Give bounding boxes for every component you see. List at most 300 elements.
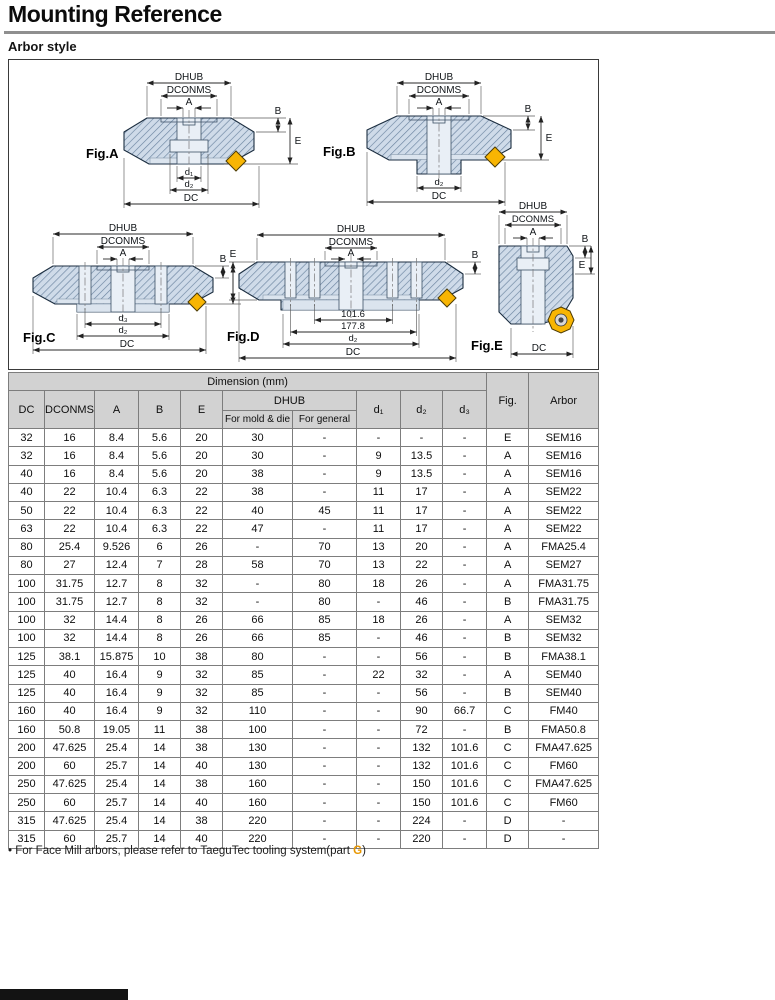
table-cell: 9 xyxy=(139,666,181,684)
table-cell: 13.5 xyxy=(401,447,443,465)
fig-c-d3-label: d₃ xyxy=(118,313,128,324)
fig-d-bolt-circle-2-label: 177.8 xyxy=(341,321,365,332)
table-cell: - xyxy=(357,757,401,775)
table-cell: 47 xyxy=(223,520,293,538)
table-cell: - xyxy=(357,684,401,702)
table-row xyxy=(9,812,599,830)
table-cell: 315 xyxy=(9,830,45,848)
table-cell: 85 xyxy=(293,629,357,647)
table-cell: B xyxy=(487,684,529,702)
fig-b-dc-label: DC xyxy=(431,191,447,202)
table-row xyxy=(9,502,599,520)
table-cell: 200 xyxy=(9,757,45,775)
table-cell: 46 xyxy=(401,629,443,647)
table-cell: A xyxy=(487,538,529,556)
column-header-dhub: DHUB xyxy=(223,391,357,411)
table-cell: 150 xyxy=(401,775,443,793)
table-cell: 22 xyxy=(401,556,443,574)
table-cell: - xyxy=(357,794,401,812)
table-cell: C xyxy=(487,702,529,720)
table-cell: 25.4 xyxy=(95,812,139,830)
table-cell: 32 xyxy=(45,629,95,647)
table-cell: 80 xyxy=(223,648,293,666)
table-cell: 11 xyxy=(357,502,401,520)
column-header-d3: d₃ xyxy=(443,391,487,429)
table-cell: 26 xyxy=(401,611,443,629)
table-cell: 100 xyxy=(9,611,45,629)
fig-b-a-label: A xyxy=(435,97,443,108)
fig-d-b-label: B xyxy=(471,250,479,261)
table-cell: 80 xyxy=(9,556,45,574)
table-cell: A xyxy=(487,520,529,538)
fig-c-dconms-label: DCONMS xyxy=(100,236,146,247)
table-cell: 12.7 xyxy=(95,575,139,593)
fig-a-b-label: B xyxy=(274,106,282,117)
footnote-bullet: • xyxy=(8,845,13,857)
table-cell: FMA50.8 xyxy=(529,721,599,739)
fig-d-a-label: A xyxy=(347,248,355,259)
table-cell: 40 xyxy=(181,757,223,775)
table-cell: 63 xyxy=(9,520,45,538)
table-cell: 125 xyxy=(9,648,45,666)
table-cell: C xyxy=(487,757,529,775)
fig-a-a-label: A xyxy=(185,97,193,108)
table-cell: 8 xyxy=(139,575,181,593)
table-cell: 22 xyxy=(45,520,95,538)
table-cell: 14 xyxy=(139,739,181,757)
table-cell: 101.6 xyxy=(443,757,487,775)
column-header-dhub-general: For general xyxy=(293,411,357,429)
table-cell: - xyxy=(443,721,487,739)
table-row xyxy=(9,447,599,465)
fig-b-drawing xyxy=(309,66,569,218)
table-cell: 160 xyxy=(9,721,45,739)
table-cell: 12.4 xyxy=(95,556,139,574)
table-cell: 9 xyxy=(357,465,401,483)
table-cell: D xyxy=(487,830,529,848)
table-cell: 100 xyxy=(9,629,45,647)
table-cell: 25.4 xyxy=(45,538,95,556)
fig-b-caption: Fig.B xyxy=(323,144,356,159)
table-cell: 10.4 xyxy=(95,502,139,520)
table-cell: FM60 xyxy=(529,794,599,812)
table-cell: 66 xyxy=(223,611,293,629)
table-cell: 100 xyxy=(9,575,45,593)
table-row xyxy=(9,483,599,501)
column-header-fig: Fig. xyxy=(487,373,529,429)
fig-e-dc-label: DC xyxy=(531,343,547,354)
table-cell: 38.1 xyxy=(45,648,95,666)
table-cell: E xyxy=(487,429,529,447)
table-cell: 101.6 xyxy=(443,794,487,812)
table-cell: - xyxy=(293,739,357,757)
table-row xyxy=(9,721,599,739)
table-cell: FM40 xyxy=(529,702,599,720)
fig-b-b-label: B xyxy=(524,104,532,115)
table-cell: 40 xyxy=(45,666,95,684)
table-cell: 224 xyxy=(401,812,443,830)
table-cell: - xyxy=(443,611,487,629)
table-row xyxy=(9,702,599,720)
fig-a-d2-label: d₂ xyxy=(184,179,194,190)
table-cell: 40 xyxy=(9,483,45,501)
table-cell: 16.4 xyxy=(95,702,139,720)
table-cell: - xyxy=(223,593,293,611)
table-cell: 20 xyxy=(181,447,223,465)
table-cell: 5.6 xyxy=(139,465,181,483)
table-cell: - xyxy=(443,575,487,593)
fig-d-caption: Fig.D xyxy=(227,329,260,344)
table-cell: 60 xyxy=(45,830,95,848)
table-cell: 14 xyxy=(139,812,181,830)
table-cell: C xyxy=(487,739,529,757)
table-cell: - xyxy=(293,830,357,848)
table-cell: 9.526 xyxy=(95,538,139,556)
table-cell: - xyxy=(443,447,487,465)
fig-d-dc-label: DC xyxy=(345,347,361,358)
table-cell: 200 xyxy=(9,739,45,757)
table-cell: 10.4 xyxy=(95,483,139,501)
table-cell: - xyxy=(443,502,487,520)
table-cell: 12.7 xyxy=(95,593,139,611)
table-cell: - xyxy=(357,830,401,848)
table-cell: 40 xyxy=(223,502,293,520)
table-cell: FMA25.4 xyxy=(529,538,599,556)
table-cell: 70 xyxy=(293,556,357,574)
column-header-dconms: DCONMS xyxy=(45,391,95,429)
table-cell: - xyxy=(223,538,293,556)
table-cell: - xyxy=(401,429,443,447)
table-cell: 80 xyxy=(293,593,357,611)
table-cell: 17 xyxy=(401,483,443,501)
table-cell: SEM40 xyxy=(529,684,599,702)
table-cell: 150 xyxy=(401,794,443,812)
table-cell: 38 xyxy=(223,465,293,483)
table-cell: SEM27 xyxy=(529,556,599,574)
table-cell: C xyxy=(487,794,529,812)
fig-c-dc-label: DC xyxy=(119,339,135,350)
table-cell: 10.4 xyxy=(95,520,139,538)
table-row xyxy=(9,575,599,593)
fig-d-dconms-label: DCONMS xyxy=(328,237,374,248)
fig-c-a-label: A xyxy=(119,248,127,259)
table-cell: 8 xyxy=(139,629,181,647)
fig-b-dconms-label: DCONMS xyxy=(416,85,462,96)
table-row xyxy=(9,684,599,702)
table-cell: 85 xyxy=(223,684,293,702)
fig-a-d1-label: d₁ xyxy=(184,167,194,178)
table-cell: 38 xyxy=(181,739,223,757)
fig-a-caption: Fig.A xyxy=(86,146,119,161)
table-cell: - xyxy=(443,830,487,848)
fig-a-e-label: E xyxy=(294,136,302,147)
table-cell: 110 xyxy=(223,702,293,720)
table-cell: 6 xyxy=(139,538,181,556)
column-header-arbor: Arbor xyxy=(529,373,599,429)
table-cell: 6.3 xyxy=(139,483,181,501)
table-cell: - xyxy=(293,794,357,812)
fig-a-dhub-label: DHUB xyxy=(174,72,204,83)
table-cell: 46 xyxy=(401,593,443,611)
table-cell: B xyxy=(487,593,529,611)
column-header-d1: d₁ xyxy=(357,391,401,429)
table-cell: 11 xyxy=(357,520,401,538)
title-rule xyxy=(4,31,775,34)
fig-d-e-label: E xyxy=(229,249,237,260)
table-cell: 80 xyxy=(293,575,357,593)
table-cell: 30 xyxy=(223,447,293,465)
table-cell: - xyxy=(443,483,487,501)
table-cell: A xyxy=(487,666,529,684)
table-cell: 16.4 xyxy=(95,684,139,702)
fig-d-drawing xyxy=(227,222,489,368)
table-cell: SEM16 xyxy=(529,465,599,483)
table-cell: - xyxy=(443,556,487,574)
table-row xyxy=(9,648,599,666)
table-cell: 47.625 xyxy=(45,775,95,793)
table-cell: - xyxy=(357,775,401,793)
table-cell: 16.4 xyxy=(95,666,139,684)
table-cell: 100 xyxy=(223,721,293,739)
table-row xyxy=(9,538,599,556)
table-cell: 11 xyxy=(357,483,401,501)
table-cell: 30 xyxy=(223,429,293,447)
table-cell: - xyxy=(293,648,357,666)
table-cell: 32 xyxy=(181,575,223,593)
table-cell: - xyxy=(443,429,487,447)
table-cell: 160 xyxy=(9,702,45,720)
table-cell: 31.75 xyxy=(45,575,95,593)
table-cell: 8.4 xyxy=(95,465,139,483)
table-cell: 25.4 xyxy=(95,739,139,757)
table-cell: B xyxy=(487,721,529,739)
fig-d-bolt-circle-1-label: 101.6 xyxy=(341,309,365,320)
table-cell: 125 xyxy=(9,666,45,684)
table-cell: - xyxy=(357,648,401,666)
fig-c-caption: Fig.C xyxy=(23,330,56,345)
table-cell: - xyxy=(443,812,487,830)
table-cell: 28 xyxy=(181,556,223,574)
table-cell: 220 xyxy=(401,830,443,848)
table-cell: 8 xyxy=(139,611,181,629)
table-cell: - xyxy=(357,739,401,757)
table-cell: - xyxy=(357,812,401,830)
table-cell: 20 xyxy=(401,538,443,556)
table-cell: FMA47.625 xyxy=(529,775,599,793)
table-cell: 20 xyxy=(181,429,223,447)
table-cell: 160 xyxy=(223,794,293,812)
fig-a-dconms-label: DCONMS xyxy=(166,85,212,96)
table-row xyxy=(9,611,599,629)
table-cell: 125 xyxy=(9,684,45,702)
table-cell: 66.7 xyxy=(443,702,487,720)
table-cell: 132 xyxy=(401,739,443,757)
table-cell: A xyxy=(487,447,529,465)
part-ref-badge: G xyxy=(353,845,363,857)
table-cell: 38 xyxy=(223,483,293,501)
table-cell: - xyxy=(357,702,401,720)
table-cell: 9 xyxy=(357,447,401,465)
fig-b-dhub-label: DHUB xyxy=(424,72,454,83)
table-cell: 5.6 xyxy=(139,429,181,447)
insert-screw xyxy=(558,317,563,322)
table-row xyxy=(9,629,599,647)
dimension-table-body xyxy=(9,429,599,849)
table-cell: 72 xyxy=(401,721,443,739)
table-cell: 47.625 xyxy=(45,739,95,757)
table-cell: 17 xyxy=(401,520,443,538)
table-cell: - xyxy=(443,629,487,647)
fig-e-a-label: A xyxy=(529,227,537,238)
footnote xyxy=(8,845,366,857)
table-cell: SEM16 xyxy=(529,429,599,447)
table-cell: 85 xyxy=(293,611,357,629)
table-cell: 6.3 xyxy=(139,502,181,520)
arbor-figures-panel xyxy=(8,59,599,370)
table-cell: - xyxy=(443,538,487,556)
table-cell: A xyxy=(487,483,529,501)
table-cell: - xyxy=(357,593,401,611)
table-cell: 5.6 xyxy=(139,447,181,465)
table-cell: 32 xyxy=(9,447,45,465)
table-cell: 7 xyxy=(139,556,181,574)
table-cell: - xyxy=(529,830,599,848)
table-cell: 10 xyxy=(139,648,181,666)
table-cell: 22 xyxy=(357,666,401,684)
table-cell: SEM40 xyxy=(529,666,599,684)
column-header-dc: DC xyxy=(9,391,45,429)
table-row xyxy=(9,739,599,757)
table-cell: 250 xyxy=(9,794,45,812)
footnote-text: For Face Mill arbors, please refer to TaeguTec tooling system(part xyxy=(12,845,354,857)
table-cell: A xyxy=(487,575,529,593)
table-cell: 16 xyxy=(45,429,95,447)
table-cell: 9 xyxy=(139,684,181,702)
table-cell: FMA31.75 xyxy=(529,575,599,593)
table-cell: - xyxy=(357,721,401,739)
table-cell: 32 xyxy=(181,593,223,611)
table-cell: 66 xyxy=(223,629,293,647)
table-cell: 56 xyxy=(401,648,443,666)
table-cell: 11 xyxy=(139,721,181,739)
table-cell: 22 xyxy=(45,483,95,501)
fig-d-d2-label: d₂ xyxy=(348,333,358,344)
table-cell: - xyxy=(357,429,401,447)
table-row xyxy=(9,593,599,611)
table-cell: 14 xyxy=(139,794,181,812)
table-cell: - xyxy=(443,684,487,702)
table-cell: 31.75 xyxy=(45,593,95,611)
column-header-e: E xyxy=(181,391,223,429)
table-cell: 47.625 xyxy=(45,812,95,830)
fig-e-caption: Fig.E xyxy=(471,338,503,353)
column-header-dhub-mold: For mold & die xyxy=(223,411,293,429)
table-cell: 101.6 xyxy=(443,775,487,793)
table-cell: 45 xyxy=(293,502,357,520)
fig-c-dhub-label: DHUB xyxy=(108,223,138,234)
fig-a-drawing xyxy=(64,66,314,218)
table-cell: 16 xyxy=(45,465,95,483)
table-cell: 20 xyxy=(181,465,223,483)
table-cell: - xyxy=(443,648,487,666)
table-cell: 80 xyxy=(9,538,45,556)
table-cell: 50.8 xyxy=(45,721,95,739)
table-cell: 32 xyxy=(45,611,95,629)
table-cell: SEM32 xyxy=(529,611,599,629)
table-cell: 8 xyxy=(139,593,181,611)
table-cell: 32 xyxy=(401,666,443,684)
table-cell: 58 xyxy=(223,556,293,574)
table-cell: A xyxy=(487,502,529,520)
table-cell: FM60 xyxy=(529,757,599,775)
table-cell: 18 xyxy=(357,611,401,629)
table-cell: - xyxy=(293,429,357,447)
table-cell: 220 xyxy=(223,812,293,830)
fig-a-dc-label: DC xyxy=(183,193,199,204)
table-cell: 220 xyxy=(223,830,293,848)
table-cell: 50 xyxy=(9,502,45,520)
table-group-header: Dimension (mm) xyxy=(9,373,487,391)
table-cell: 38 xyxy=(181,721,223,739)
table-cell: SEM32 xyxy=(529,629,599,647)
fig-e-drawing xyxy=(469,200,597,368)
table-cell: 25.7 xyxy=(95,757,139,775)
table-cell: 32 xyxy=(181,666,223,684)
table-cell: 85 xyxy=(223,666,293,684)
table-cell: 25.4 xyxy=(95,775,139,793)
table-cell: - xyxy=(293,721,357,739)
table-cell: 40 xyxy=(181,830,223,848)
table-cell: - xyxy=(293,757,357,775)
table-cell: 22 xyxy=(181,483,223,501)
table-cell: B xyxy=(487,648,529,666)
table-cell: 15.875 xyxy=(95,648,139,666)
table-cell: - xyxy=(357,629,401,647)
page-title: Mounting Reference xyxy=(8,1,222,27)
table-row xyxy=(9,794,599,812)
table-cell: - xyxy=(443,465,487,483)
table-cell: A xyxy=(487,465,529,483)
fig-b-e-label: E xyxy=(545,133,553,144)
table-cell: 26 xyxy=(181,611,223,629)
table-cell: 26 xyxy=(181,538,223,556)
fig-c-b-label: B xyxy=(219,254,227,265)
table-cell: 22 xyxy=(181,520,223,538)
table-row xyxy=(9,666,599,684)
page-corner-tab xyxy=(0,989,128,1000)
table-cell: 27 xyxy=(45,556,95,574)
table-cell: 132 xyxy=(401,757,443,775)
table-cell: C xyxy=(487,775,529,793)
table-cell: 90 xyxy=(401,702,443,720)
table-cell: D xyxy=(487,812,529,830)
fig-c-d2-label: d₂ xyxy=(118,325,128,336)
table-row xyxy=(9,520,599,538)
table-cell: 18 xyxy=(357,575,401,593)
table-cell: - xyxy=(223,575,293,593)
table-cell: 70 xyxy=(293,538,357,556)
table-cell: - xyxy=(293,520,357,538)
table-cell: A xyxy=(487,611,529,629)
table-cell: 56 xyxy=(401,684,443,702)
table-cell: 130 xyxy=(223,757,293,775)
table-cell: 16 xyxy=(45,447,95,465)
table-cell: 14.4 xyxy=(95,629,139,647)
table-cell: 40 xyxy=(181,794,223,812)
table-cell: 8.4 xyxy=(95,429,139,447)
table-cell: SEM22 xyxy=(529,483,599,501)
table-cell: - xyxy=(293,447,357,465)
